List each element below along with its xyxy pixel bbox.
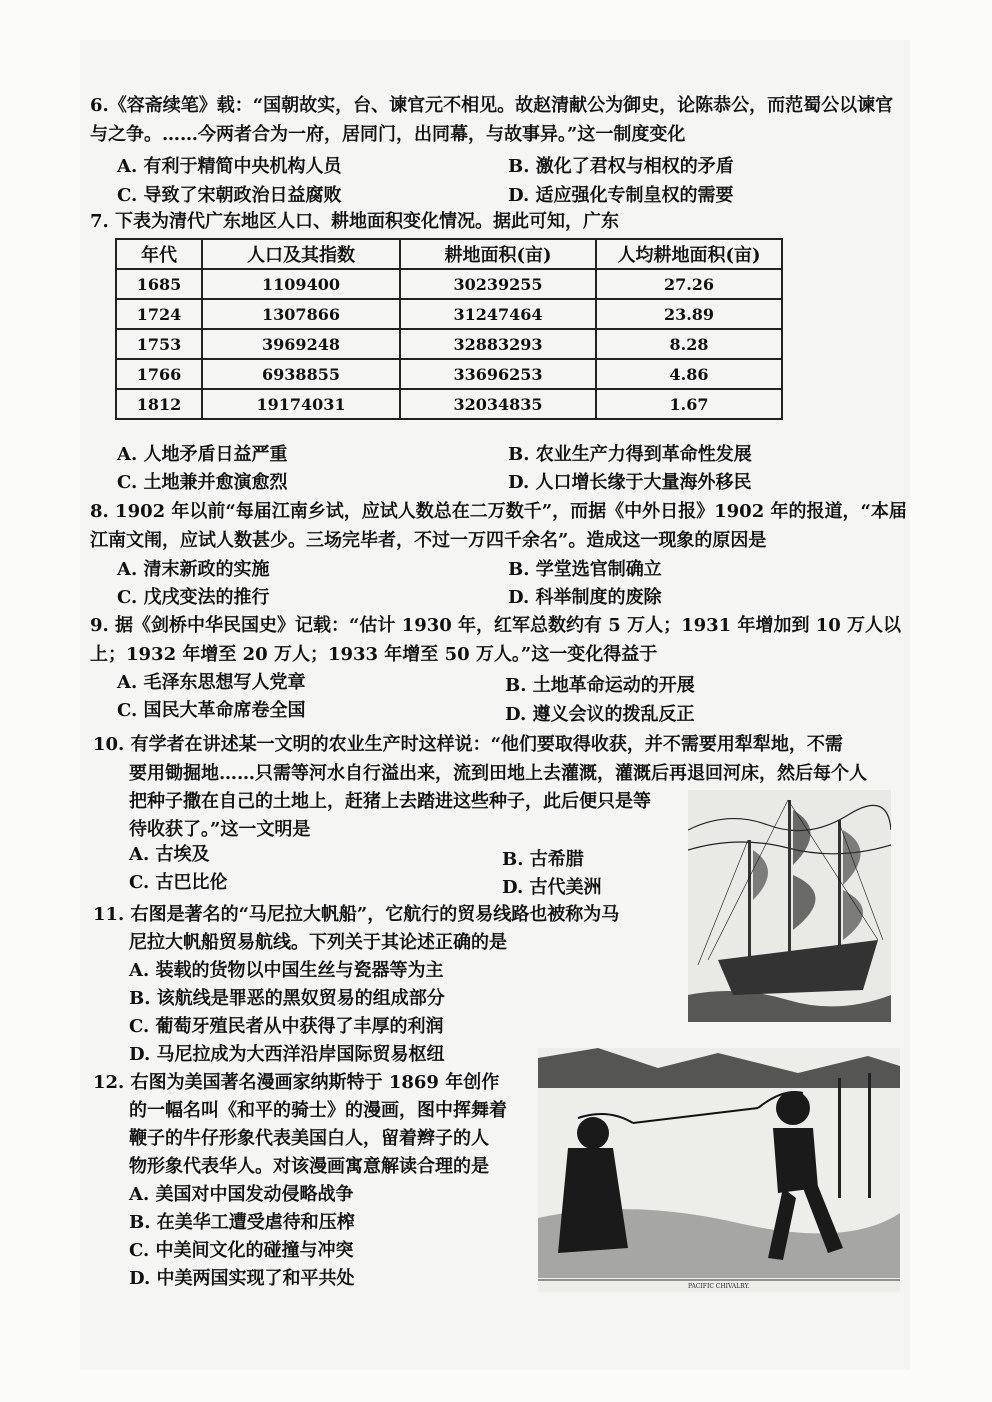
question-11-stem-line2: 尼拉大帆船贸易航线。下列关于其论述正确的是 bbox=[129, 932, 507, 953]
question-12-stem-line1: 12. 右图为美国著名漫画家纳斯特于 1869 年创作 bbox=[93, 1072, 500, 1093]
question-8-stem: 8. 1902 年以前“每届江南乡试，应试人数总在二万数千”，而据《中外日报》1902 年的报道，“本届江南文闱，应试人数甚少。三场完毕者，不过一万四千余名”。造成这一现象的原因是 bbox=[90, 501, 907, 551]
table-row bbox=[116, 329, 782, 359]
q7-option-b[interactable]: B. 农业生产力得到革命性发展 bbox=[508, 444, 752, 465]
pacific-chivalry-cartoon bbox=[538, 1048, 900, 1292]
table-row bbox=[116, 359, 782, 389]
q12-option-d[interactable]: D. 中美两国实现了和平共处 bbox=[129, 1268, 355, 1289]
q6-option-b[interactable]: B. 激化了君权与相权的矛盾 bbox=[508, 156, 734, 177]
question-7 bbox=[90, 208, 910, 237]
q11-option-c[interactable]: C. 葡萄牙殖民者从中获得了丰厚的利润 bbox=[129, 1016, 444, 1037]
question-12-stem-line2: 的一幅名叫《和平的骑士》的漫画，图中挥舞着 bbox=[129, 1100, 507, 1121]
question-12-stem-line3: 鞭子的牛仔形象代表美国白人，留着辫子的人 bbox=[129, 1128, 489, 1149]
cell-year: 1724 bbox=[116, 299, 202, 329]
question-6-stem: 6.《容斋续笔》载：“国朝故实，台、谏官元不相见。故赵清献公为御史，论陈恭公，而范蜀公以谏官与之争。……今两者合为一府，居同门，出同幕，与故事异。”这一制度变化 bbox=[90, 95, 894, 145]
question-9 bbox=[90, 612, 910, 669]
cell-farmland: 33696253 bbox=[400, 359, 596, 389]
q10-option-c[interactable]: C. 古巴比伦 bbox=[129, 872, 228, 893]
cell-per-capita: 1.67 bbox=[596, 389, 782, 419]
cell-farmland: 32883293 bbox=[400, 329, 596, 359]
header-year: 年代 bbox=[116, 239, 202, 269]
table-row bbox=[116, 299, 782, 329]
cell-year: 1685 bbox=[116, 269, 202, 299]
cell-farmland: 31247464 bbox=[400, 299, 596, 329]
q8-option-d[interactable]: D. 科举制度的废除 bbox=[508, 587, 662, 608]
q8-option-b[interactable]: B. 学堂选官制确立 bbox=[508, 559, 662, 580]
cartoon-caption: PACIFIC CHIVALRY. bbox=[688, 1283, 750, 1290]
cell-year: 1812 bbox=[116, 389, 202, 419]
header-population: 人口及其指数 bbox=[202, 239, 400, 269]
q10-option-a[interactable]: A. 古埃及 bbox=[129, 844, 210, 865]
question-6 bbox=[90, 92, 910, 149]
q9-option-d[interactable]: D. 遵义会议的拨乱反正 bbox=[505, 704, 695, 725]
q7-option-a[interactable]: A. 人地矛盾日益严重 bbox=[117, 444, 288, 465]
question-10-stem-line1: 10. 有学者在讲述某一文明的农业生产时这样说：“他们要取得收获，并不需要用犁犁地，不需 bbox=[93, 734, 843, 755]
q12-option-b[interactable]: B. 在美华工遭受虐待和压榨 bbox=[129, 1212, 355, 1233]
cell-year: 1766 bbox=[116, 359, 202, 389]
question-12-stem-line4: 物形象代表华人。对该漫画寓意解读合理的是 bbox=[129, 1156, 489, 1177]
cell-population: 1307866 bbox=[202, 299, 400, 329]
cell-per-capita: 8.28 bbox=[596, 329, 782, 359]
question-9-stem: 9. 据《剑桥中华民国史》记载：“估计 1930 年，红军总数约有 5 万人；1931 年增加到 10 万人以上；1932 年增至 20 万人；1933 年增至 50 万人。”这一变化得益于 bbox=[90, 615, 902, 665]
q11-option-a[interactable]: A. 装载的货物以中国生丝与瓷器等为主 bbox=[129, 960, 444, 981]
cell-per-capita: 4.86 bbox=[596, 359, 782, 389]
cell-population: 6938855 bbox=[202, 359, 400, 389]
q12-option-c[interactable]: C. 中美间文化的碰撞与冲突 bbox=[129, 1240, 354, 1261]
q9-option-b[interactable]: B. 土地革命运动的开展 bbox=[505, 675, 695, 696]
question-10-stem-line3: 把种子撒在自己的土地上，赶猪上去踏进这些种子，此后便只是等 bbox=[129, 791, 651, 812]
question-10-stem-line4: 待收获了。”这一文明是 bbox=[129, 819, 311, 840]
q9-option-a[interactable]: A. 毛泽东思想写人党章 bbox=[117, 672, 306, 693]
manila-galleon-image bbox=[688, 790, 891, 1022]
table-row bbox=[116, 269, 782, 299]
q12-option-a[interactable]: A. 美国对中国发动侵略战争 bbox=[129, 1184, 354, 1205]
table-row bbox=[116, 389, 782, 419]
question-10-stem-line2: 要用锄掘地……只需等河水自行溢出来，流到田地上去灌溉，灌溉后再退回河床，然后每个人 bbox=[129, 763, 867, 784]
table-header-row bbox=[116, 239, 782, 269]
header-per-capita: 人均耕地面积(亩) bbox=[596, 239, 782, 269]
q11-option-d[interactable]: D. 马尼拉成为大西洋沿岸国际贸易枢纽 bbox=[129, 1044, 445, 1065]
q8-option-c[interactable]: C. 戊戌变法的推行 bbox=[117, 587, 270, 608]
cell-population: 1109400 bbox=[202, 269, 400, 299]
q6-option-a[interactable]: A. 有利于精简中央机构人员 bbox=[117, 156, 342, 177]
q10-option-d[interactable]: D. 古代美洲 bbox=[502, 877, 602, 898]
cell-farmland: 32034835 bbox=[400, 389, 596, 419]
q7-option-d[interactable]: D. 人口增长缘于大量海外移民 bbox=[508, 472, 752, 493]
q9-option-c[interactable]: C. 国民大革命席卷全国 bbox=[117, 700, 306, 721]
q8-option-a[interactable]: A. 清末新政的实施 bbox=[117, 559, 270, 580]
cell-population: 19174031 bbox=[202, 389, 400, 419]
cell-farmland: 30239255 bbox=[400, 269, 596, 299]
cell-population: 3969248 bbox=[202, 329, 400, 359]
question-8 bbox=[90, 498, 910, 555]
cell-per-capita: 23.89 bbox=[596, 299, 782, 329]
question-7-stem: 7. 下表为清代广东地区人口、耕地面积变化情况。据此可知，广东 bbox=[90, 211, 620, 232]
header-farmland: 耕地面积(亩) bbox=[400, 239, 596, 269]
cell-per-capita: 27.26 bbox=[596, 269, 782, 299]
question-11-stem-line1: 11. 右图是著名的“马尼拉大帆船”，它航行的贸易线路也被称为马 bbox=[93, 904, 620, 925]
q7-option-c[interactable]: C. 土地兼并愈演愈烈 bbox=[117, 472, 288, 493]
q6-option-c[interactable]: C. 导致了宋朝政治日益腐败 bbox=[117, 185, 342, 206]
q10-option-b[interactable]: B. 古希腊 bbox=[502, 849, 584, 870]
q6-option-d[interactable]: D. 适应强化专制皇权的需要 bbox=[508, 185, 734, 206]
population-table bbox=[115, 238, 783, 420]
q11-option-b[interactable]: B. 该航线是罪恶的黑奴贸易的组成部分 bbox=[129, 988, 445, 1009]
cell-year: 1753 bbox=[116, 329, 202, 359]
